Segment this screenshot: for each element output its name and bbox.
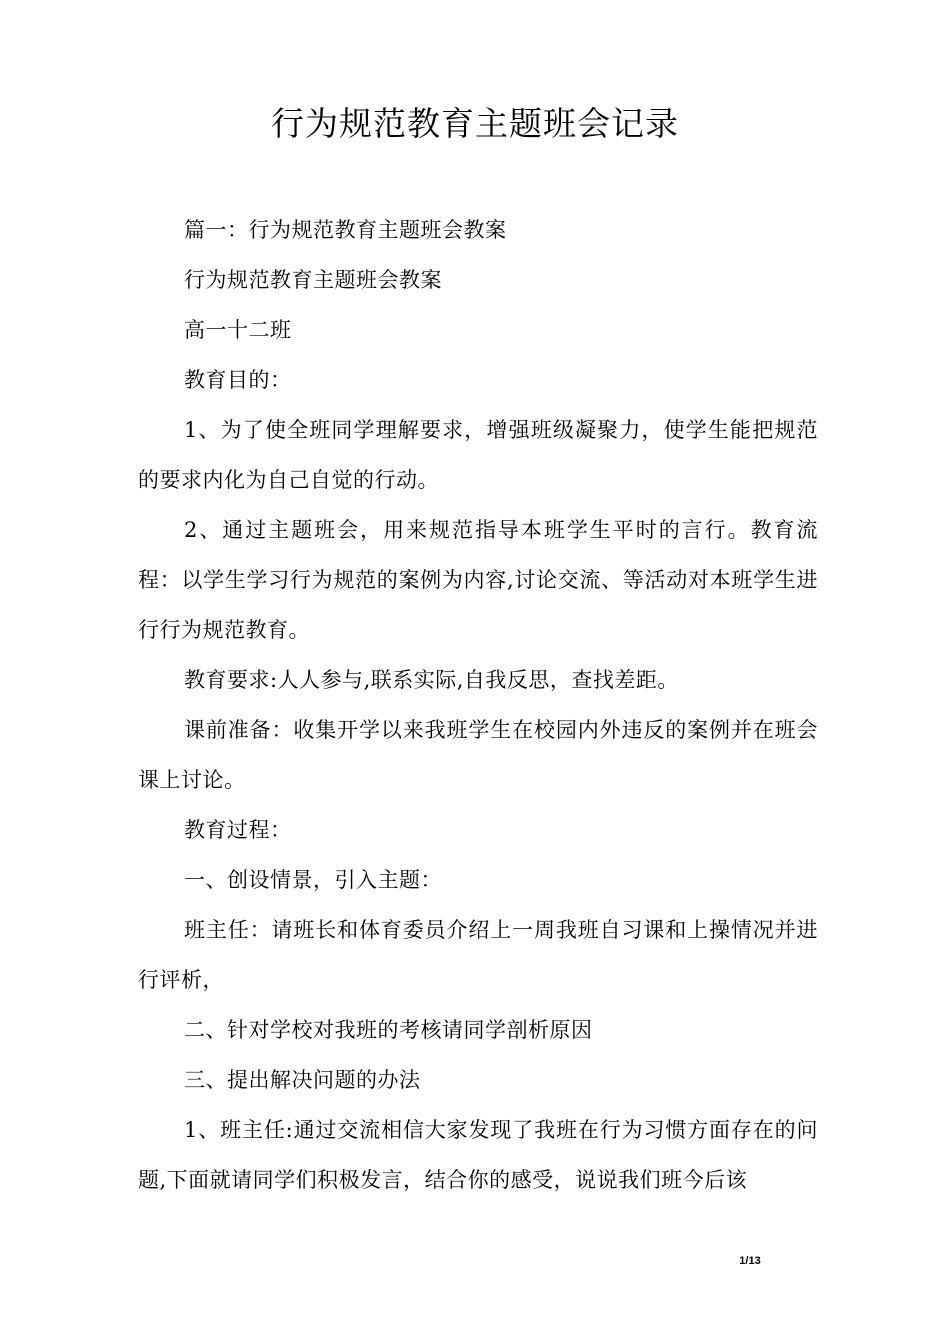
page-number: 1/13 [739,1255,761,1267]
paragraph: 班主任：请班长和体育委员介绍上一周我班自习课和上操情况并进行评析， [138,918,818,992]
paragraph: 三、提出解决问题的办法 [184,1068,421,1092]
paragraph: 课前准备：收集开学以来我班学生在校园内外违反的案例并在班会课上讨论。 [138,718,818,792]
paragraph: 教育过程： [184,818,292,842]
paragraph: 高一十二班 [184,318,292,342]
document-title: 行为规范教育主题班会记录 [271,104,679,143]
paragraph: 1、班主任:通过交流相信大家发现了我班在行为习惯方面存在的问题,下面就请同学们积极发言，结合你的感受，说说我们班今后该 [138,1118,818,1192]
paragraph: 1、为了使全班同学理解要求，增强班级凝聚力，使学生能把规范的要求内化为自己自觉的行动。 [138,418,818,492]
document-body [138,205,818,1205]
paragraph: 二、针对学校对我班的考核请同学剖析原因 [184,1018,593,1042]
paragraph: 篇一：行为规范教育主题班会教案 [184,218,507,242]
paragraph: 一、创设情景，引入主题： [184,868,442,892]
paragraph: 教育目的： [184,368,292,392]
paragraph: 行为规范教育主题班会教案 [184,268,442,292]
paragraph: 教育要求:人人参与,联系实际,自我反思，查找差距。 [184,668,679,692]
paragraph: 2、通过主题班会，用来规范指导本班学生平时的言行。教育流程：以学生学习行为规范的案例为内容,讨论交流、等活动对本班学生进行行为规范教育。 [138,518,818,642]
